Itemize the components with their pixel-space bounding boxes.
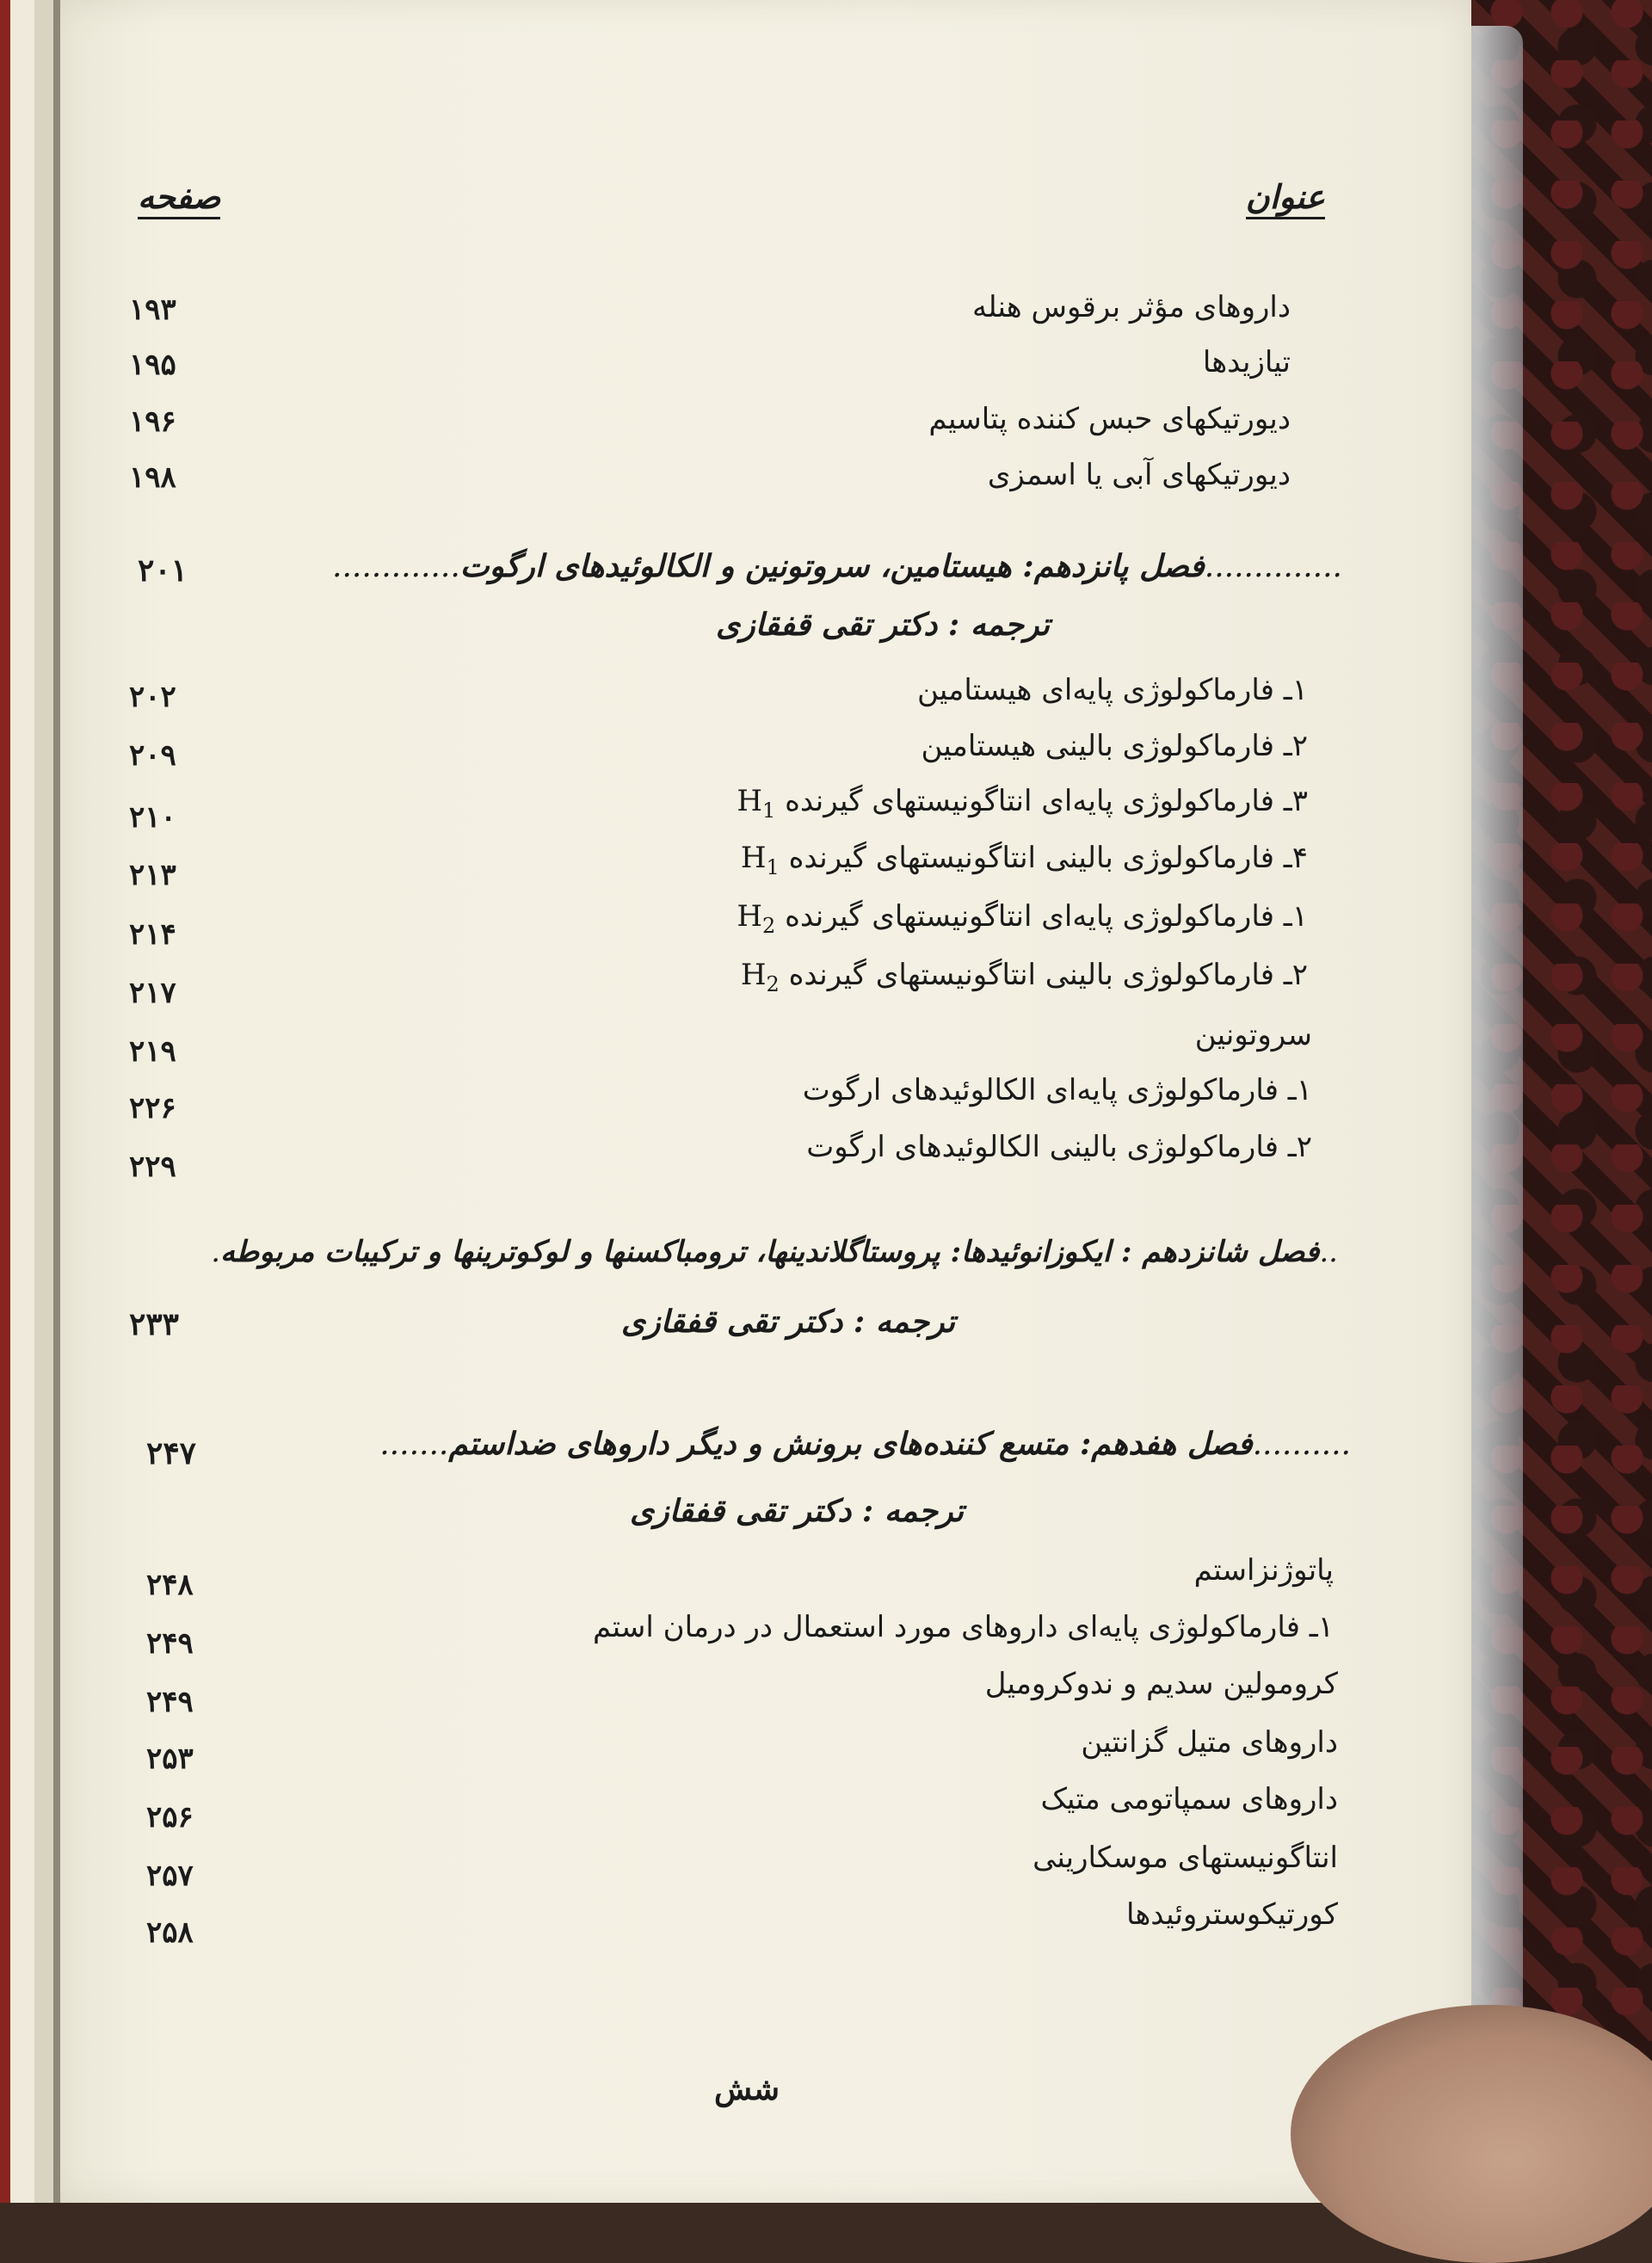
toc-entry-title: سروتونین xyxy=(1194,1018,1312,1052)
toc-entry-page: ۲۵۷ xyxy=(146,1859,194,1893)
toc-entry-page: ۲۰۲ xyxy=(129,680,176,714)
toc-entry-subscript: 1 xyxy=(762,799,776,823)
chapter-title-dots-left: . xyxy=(211,1235,221,1269)
chapter-page: ۲۴۷ xyxy=(146,1435,197,1471)
chapter-title-text: فصل پانزدهم: هیستامین، سروتونین و الکالوئیدهای ارگوت xyxy=(459,548,1205,584)
toc-entry-title: تیازیدها xyxy=(1202,345,1291,379)
toc-entry-page: ۲۴۹ xyxy=(146,1685,194,1719)
chapter-translator: ترجمه : دکتر تقی قفقازی xyxy=(630,1493,964,1529)
toc-entry-page: ۲۱۷ xyxy=(129,976,176,1010)
toc-entry-title xyxy=(737,786,1308,821)
chapter-title-dots-left: ....... xyxy=(379,1427,449,1462)
toc-entry-page: ۱۹۵ xyxy=(129,348,176,382)
toc-entry-page: ۲۲۹ xyxy=(129,1150,176,1184)
toc-entry-title: کرومولین سدیم و ندوکرومیل xyxy=(984,1667,1338,1701)
toc-entry-title: پاتوژنزاستم xyxy=(1193,1553,1334,1588)
chapter-page: ۲۳۳ xyxy=(129,1306,180,1342)
toc-entry-page: ۱۹۶ xyxy=(129,404,176,439)
toc-entry-page: ۲۱۰ xyxy=(129,800,176,835)
toc-entry-subscript: 1 xyxy=(766,855,780,879)
toc-entry-text: ۴ـ فارماکولوژی بالینی انتاگونیستهای گیرنده H xyxy=(740,841,1308,875)
toc-entry-page: ۲۵۶ xyxy=(146,1800,194,1834)
toc-entry-title: داروهای متیل گزانتین xyxy=(1081,1725,1338,1760)
toc-entry-page: ۲۰۹ xyxy=(129,738,176,773)
toc-entry-page: ۲۲۶ xyxy=(129,1091,176,1125)
toc-entry-page: ۲۱۳ xyxy=(129,858,176,892)
toc-entry-title: ۱ـ فارماکولوژی پایه‌ای هیستامین xyxy=(916,673,1308,707)
toc-entry-page: ۲۵۸ xyxy=(146,1915,194,1950)
chapter-page: ۲۰۱ xyxy=(138,552,188,589)
chapter-title-dots-right: .............. xyxy=(1204,549,1342,584)
chapter-title xyxy=(332,548,1342,584)
toc-entry-title: ۲ـ فارماکولوژی بالینی هیستامین xyxy=(921,729,1308,763)
toc-entry-page: ۱۹۸ xyxy=(129,460,176,495)
toc-entry-page: ۲۵۳ xyxy=(146,1742,194,1776)
chapter-title-dots-left: ............. xyxy=(332,549,460,584)
chapter-title-text: فصل شانزدهم : ایکوزانوئیدها: پروستاگلاندینها، ترومباکسنها و لوکوترینها و ترکیبات مربوطه xyxy=(220,1235,1320,1269)
chapter-title-text: فصل هفدهم: متسع کننده‌های برونش و دیگر داروهای ضداستم xyxy=(448,1426,1253,1462)
toc-entry-text: ۱ـ فارماکولوژی پایه‌ای انتاگونیستهای گیرنده H xyxy=(737,899,1308,934)
toc-entry-page: ۱۹۳ xyxy=(129,293,176,327)
toc-entry-page: ۲۴۹ xyxy=(146,1626,194,1661)
toc-entry-text: ۳ـ فارماکولوژی پایه‌ای انتاگونیستهای گیرنده H xyxy=(737,784,1308,818)
toc-entry-page: ۲۱۹ xyxy=(129,1034,176,1069)
toc-entry-title: ۲ـ فارماکولوژی بالینی الکالوئیدهای ارگوت xyxy=(806,1130,1312,1164)
toc-entry-title: کورتیکوستروئیدها xyxy=(1125,1897,1338,1932)
toc-entry-page: ۲۴۸ xyxy=(146,1568,194,1602)
toc-entry-title: ۱ـ فارماکولوژی پایه‌ای داروهای مورد استعمال در درمان استم xyxy=(592,1610,1334,1644)
toc-entry-title: ۱ـ فارماکولوژی پایه‌ای الکالوئیدهای ارگوت xyxy=(802,1073,1312,1107)
chapter-title xyxy=(379,1428,1351,1460)
toc-entry-title: داروهای مؤثر برقوس هنله xyxy=(972,290,1291,324)
toc-entry-text: ۲ـ فارماکولوژی بالینی انتاگونیستهای گیرنده H xyxy=(740,958,1308,992)
toc-entry-title: انتاگونیستهای موسکارینی xyxy=(1032,1841,1338,1875)
toc-entry-title xyxy=(741,843,1308,878)
toc-entry-subscript: 2 xyxy=(766,972,780,996)
chapter-translator: ترجمه : دکتر تقی قفقازی xyxy=(716,607,1050,643)
toc-entry-title: داروهای سمپاتومی متیک xyxy=(1040,1782,1338,1816)
chapter-title-dots-right: .......... xyxy=(1252,1427,1351,1462)
toc-entry-title: دیورتیکهای حبس کننده پتاسیم xyxy=(928,402,1291,436)
toc-entry-subscript: 2 xyxy=(762,914,776,938)
toc-entry-title xyxy=(741,960,1308,995)
chapter-title xyxy=(211,1237,1338,1267)
column-header-title: عنوان xyxy=(1246,181,1325,219)
toc-entry-title xyxy=(737,899,1308,938)
page-number-footer: شش xyxy=(714,2071,780,2107)
column-header-page: صفحه xyxy=(138,181,220,219)
book-spine-edge xyxy=(0,0,10,2203)
toc-entry-page: ۲۱۴ xyxy=(129,917,176,952)
chapter-title-dots-right: .. xyxy=(1319,1235,1338,1269)
toc-entry-title: دیورتیکهای آبی یا اسمزی xyxy=(987,458,1291,492)
chapter-translator: ترجمه : دکتر تقی قفقازی xyxy=(621,1304,955,1340)
